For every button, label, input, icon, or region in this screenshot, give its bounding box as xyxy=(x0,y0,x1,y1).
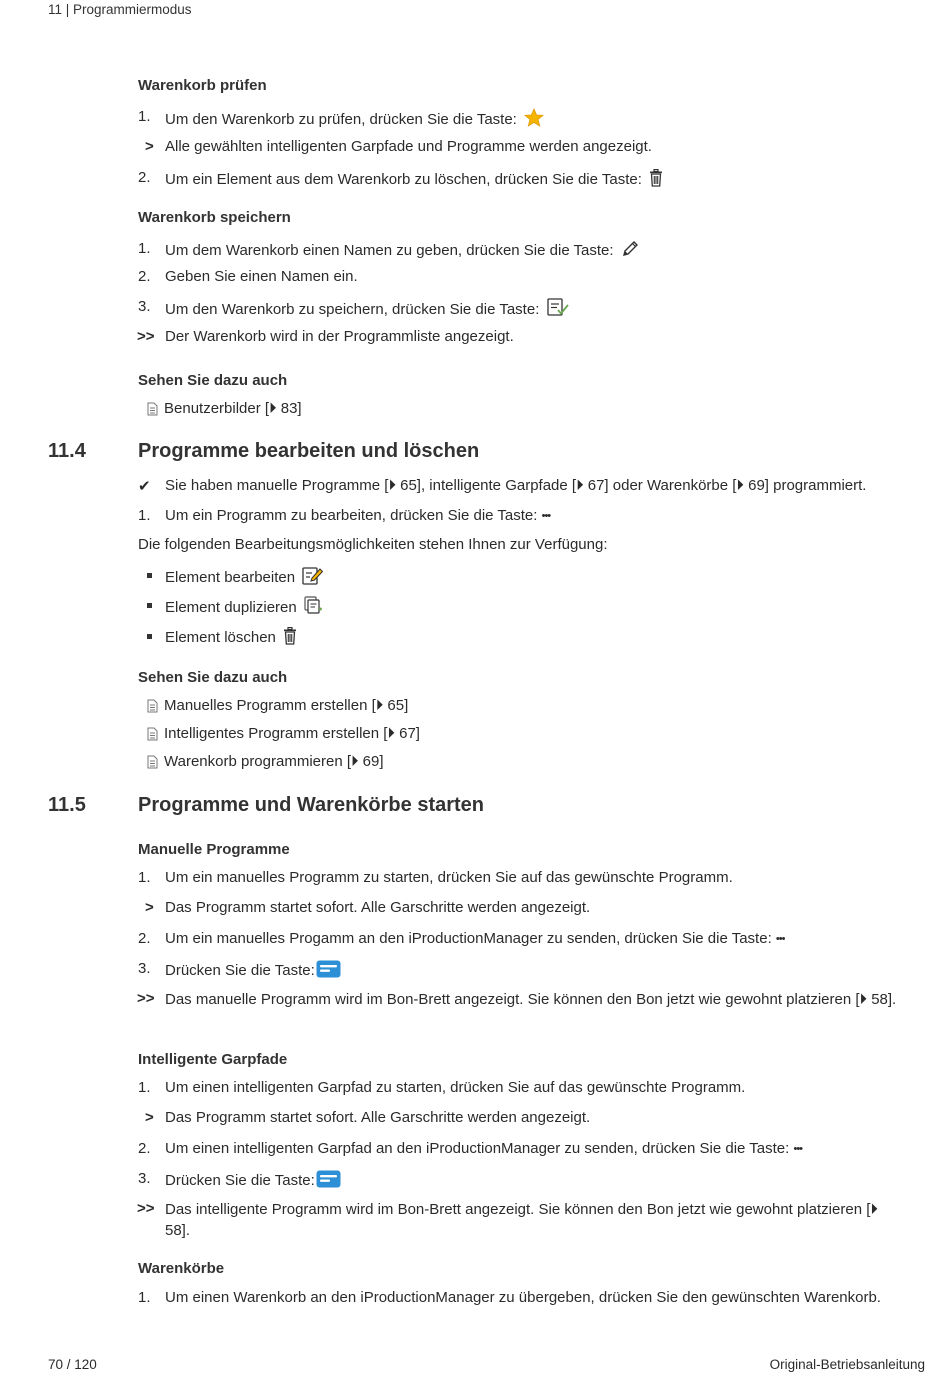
step-basket-save-2: Geben Sie einen Namen ein. xyxy=(165,268,358,285)
step-number: 1. xyxy=(138,507,151,524)
see-also-link[interactable]: Warenkorb programmieren [⏵ 69] xyxy=(147,753,384,773)
document-icon xyxy=(147,755,158,773)
step-manual-2: Um ein manuelles Progamm an den iProductionManager zu senden, drücken Sie die Taste: ••• xyxy=(165,930,785,947)
step-number: 1. xyxy=(138,108,151,125)
pencil-icon xyxy=(621,240,639,262)
step-number: 2. xyxy=(138,268,151,285)
more-dots-icon: ••• xyxy=(793,1143,803,1155)
final-result-marker: >> xyxy=(137,1200,155,1217)
section-title: Programme und Warenkörbe starten xyxy=(138,794,485,816)
option-edit: Element bearbeiten xyxy=(165,566,324,589)
final-result-marker: >> xyxy=(137,990,155,1007)
step-number: 1. xyxy=(138,869,151,886)
document-icon xyxy=(147,402,158,420)
final-manual: Das manuelle Programm wird im Bon-Brett angezeigt. Sie können den Bon jetzt wie gewohnt platzieren [⏵ 58]. xyxy=(165,991,897,1008)
final-result-marker: >> xyxy=(137,328,155,345)
star-icon xyxy=(524,108,544,131)
heading-see-also: Sehen Sie dazu auch xyxy=(138,372,288,389)
result-marker: > xyxy=(145,1109,154,1126)
options-intro: Die folgenden Bearbeitungsmöglichkeiten stehen Ihnen zur Verfügung: xyxy=(138,536,608,553)
step-number: 1. xyxy=(138,1289,151,1306)
step-manual-3: Drücken Sie die Taste: xyxy=(165,960,341,982)
trash-icon xyxy=(283,627,297,649)
step-number: 2. xyxy=(138,169,151,186)
final-smart: Das intelligente Programm wird im Bon-Brett angezeigt. Sie können den Bon jetzt wie gewohnt platzieren [⏵ 58]. xyxy=(165,1201,878,1239)
step-number: 3. xyxy=(138,960,151,977)
document-icon xyxy=(147,699,158,717)
heading-manual-programs: Manuelle Programme xyxy=(138,841,290,858)
step-number: 2. xyxy=(138,1140,151,1157)
trash-icon xyxy=(649,169,663,191)
step-smart-3: Drücken Sie die Taste: xyxy=(165,1170,341,1192)
step-manual-1: Um ein manuelles Programm zu starten, drücken Sie auf das gewünschte Programm. xyxy=(165,869,733,886)
see-also-link[interactable]: Manuelles Programm erstellen [⏵ 65] xyxy=(147,697,408,717)
step-number: 1. xyxy=(138,240,151,257)
see-also-link[interactable]: Benutzerbilder [⏵ 83] xyxy=(147,400,302,420)
step-number: 2. xyxy=(138,930,151,947)
final-basket-save: Der Warenkorb wird in der Programmliste angezeigt. xyxy=(165,328,514,345)
step-number: 3. xyxy=(138,298,151,315)
step-smart-2: Um einen intelligenten Garpfad an den iProductionManager zu senden, drücken Sie die Taste: ••• xyxy=(165,1140,803,1157)
list-bullet xyxy=(147,566,152,583)
result-marker: > xyxy=(145,899,154,916)
section-number: 11.4 xyxy=(48,440,86,462)
more-dots-icon: ••• xyxy=(775,933,785,945)
save-check-icon xyxy=(547,298,569,321)
step-baskets-1: Um einen Warenkorb an den iProductionManager zu übergeben, drücken Sie den gewünschten Warenkorb. xyxy=(165,1289,881,1306)
step-basket-check-2: Um ein Element aus dem Warenkorb zu löschen, drücken Sie die Taste: xyxy=(165,169,663,191)
send-to-ipm-icon xyxy=(316,960,341,982)
list-bullet xyxy=(147,596,152,613)
heading-smart-paths: Intelligente Garpfade xyxy=(138,1051,288,1068)
precondition-check-icon: ✔ xyxy=(138,478,151,495)
precondition-text: Sie haben manuelle Programme [⏵ 65], intelligente Garpfade [⏵ 67] oder Warenkörbe [⏵ 69] programmiert. xyxy=(165,477,867,494)
heading-basket-check: Warenkorb prüfen xyxy=(138,77,267,94)
step-basket-save-1: Um dem Warenkorb einen Namen zu geben, drücken Sie die Taste: xyxy=(165,240,639,262)
result-manual-1: Das Programm startet sofort. Alle Garschritte werden angezeigt. xyxy=(165,899,591,916)
send-to-ipm-icon xyxy=(316,1170,341,1192)
more-dots-icon: ••• xyxy=(541,510,551,522)
heading-see-also: Sehen Sie dazu auch xyxy=(138,669,288,686)
step-number: 3. xyxy=(138,1170,151,1187)
heading-basket-save: Warenkorb speichern xyxy=(138,209,291,226)
step-basket-save-3: Um den Warenkorb zu speichern, drücken Sie die Taste: xyxy=(165,298,569,321)
page-number: 70 / 120 xyxy=(48,1357,97,1372)
document-icon xyxy=(147,727,158,745)
edit-icon xyxy=(302,566,324,589)
section-title: Programme bearbeiten und löschen xyxy=(138,440,480,462)
result-smart-1: Das Programm startet sofort. Alle Garschritte werden angezeigt. xyxy=(165,1109,591,1126)
step-edit-1: Um ein Programm zu bearbeiten, drücken Sie die Taste: ••• xyxy=(165,507,551,524)
option-delete: Element löschen xyxy=(165,627,297,649)
see-also-link[interactable]: Intelligentes Programm erstellen [⏵ 67] xyxy=(147,725,420,745)
document-title: Original-Betriebsanleitung xyxy=(769,1357,925,1372)
section-number: 11.5 xyxy=(48,794,86,816)
list-bullet xyxy=(147,627,152,644)
result-marker: > xyxy=(145,138,154,155)
option-duplicate: Element duplizieren xyxy=(165,596,324,619)
step-smart-1: Um einen intelligenten Garpfad zu starten, drücken Sie auf das gewünschte Programm. xyxy=(165,1079,746,1096)
step-number: 1. xyxy=(138,1079,151,1096)
step-basket-check-1: Um den Warenkorb zu prüfen, drücken Sie die Taste: xyxy=(165,108,544,131)
heading-baskets: Warenkörbe xyxy=(138,1260,225,1277)
running-header: 11 | Programmiermodus xyxy=(48,2,192,17)
duplicate-icon xyxy=(304,596,324,619)
result-basket-check-1: Alle gewählten intelligenten Garpfade und Programme werden angezeigt. xyxy=(165,138,652,155)
